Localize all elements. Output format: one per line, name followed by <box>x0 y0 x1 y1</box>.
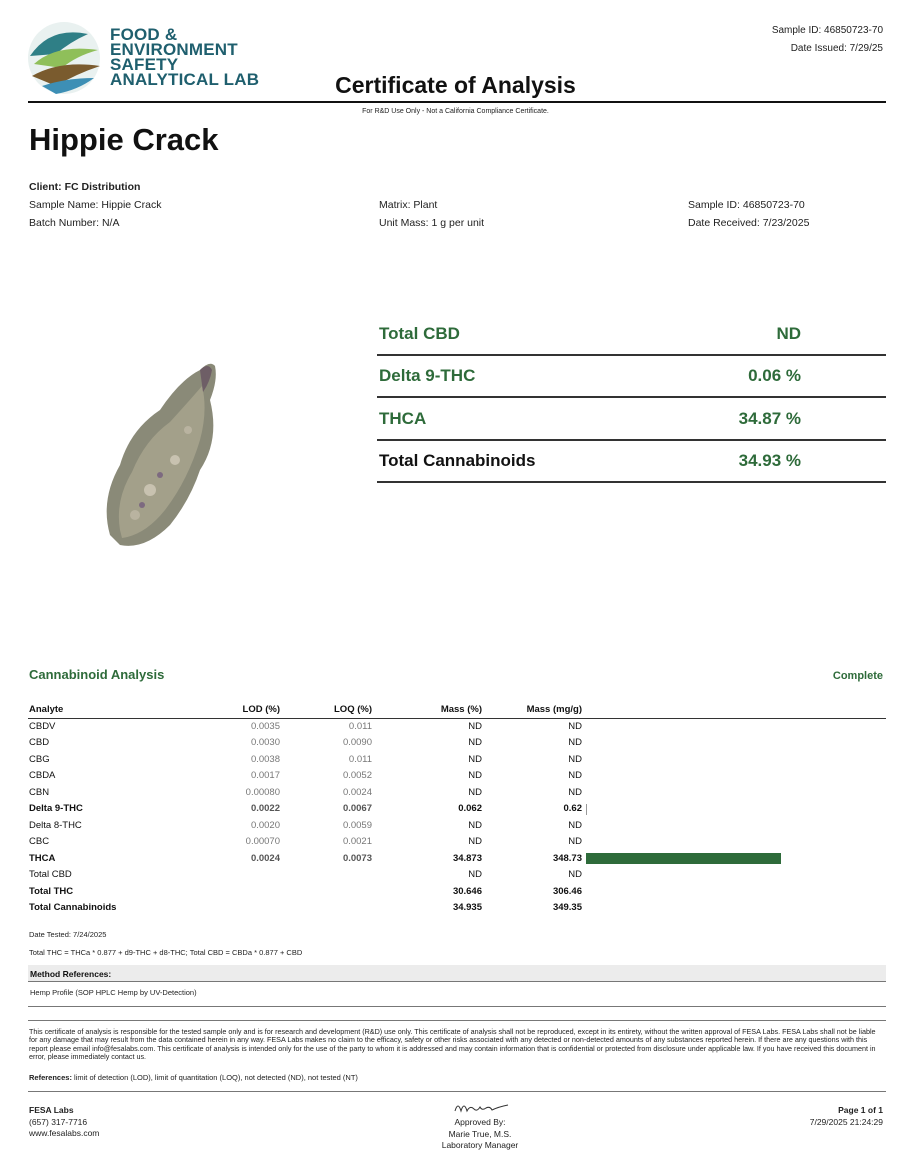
lod-cell: 0.0024 <box>250 852 280 864</box>
mass-pct-cell: ND <box>468 819 482 831</box>
signature-image <box>452 1097 512 1117</box>
mass-mg-cell: ND <box>568 836 582 848</box>
summary-value: ND <box>776 324 801 343</box>
table-row <box>28 867 886 884</box>
summary-label: Total CBD <box>379 324 460 343</box>
loq-cell <box>284 900 376 917</box>
lod-cell <box>202 867 284 884</box>
logo-line: ENVIRONMENT <box>110 40 238 59</box>
column-header: LOQ (%) <box>284 703 376 718</box>
column-header: Mass (%) <box>376 703 486 718</box>
date-received: Date Received: 7/23/2025 <box>688 217 810 229</box>
header-sample-info <box>772 22 883 58</box>
bar-cell <box>586 784 886 801</box>
analyte-cell: Total THC <box>29 885 74 897</box>
analyte-cell: Delta 9-THC <box>29 803 83 815</box>
mass-mg-cell: ND <box>568 819 582 831</box>
date-tested: Date Tested: 7/24/2025 <box>29 930 107 939</box>
analyte-cell: CBN <box>29 786 50 798</box>
column-header-bar <box>586 703 886 718</box>
method-references-heading: Method References: <box>28 965 886 982</box>
summary-row-total-cannabinoids <box>377 441 886 483</box>
loq-cell: 0.0090 <box>342 737 372 749</box>
logo-line: FOOD & <box>110 25 178 44</box>
cannabinoid-table <box>28 703 886 916</box>
summary-label: THCA <box>379 409 427 428</box>
sample-id: Sample ID: 46850723-70 <box>688 199 805 211</box>
analyte-cell: Total CBD <box>29 869 72 881</box>
mass-mg-cell: 0.62 <box>563 803 582 815</box>
table-row <box>28 718 886 735</box>
summary-label: Delta 9-THC <box>379 366 476 385</box>
references-text: limit of detection (LOD), limit of quantitation (LOQ), not detected (ND), not tested (NT) <box>74 1073 358 1082</box>
mass-mg-cell: ND <box>568 869 582 881</box>
method-reference: Hemp Profile (SOP HPLC Hemp by UV-Detection) <box>30 988 197 997</box>
analyte-cell: CBC <box>29 836 50 848</box>
lod-cell: 0.0017 <box>250 770 280 782</box>
footer-divider <box>28 1091 886 1092</box>
bar-cell <box>586 834 886 851</box>
bar-cell <box>586 718 886 735</box>
summary-label: Total Cannabinoids <box>379 451 536 470</box>
logo-line: ANALYTICAL LAB <box>110 70 260 89</box>
table-row <box>28 801 886 818</box>
table-row <box>28 850 886 867</box>
table-row <box>28 900 886 917</box>
mass-mg-cell: ND <box>568 770 582 782</box>
mass-mg-cell: 306.46 <box>552 885 582 897</box>
loq-cell: 0.0021 <box>342 836 372 848</box>
header-date-issued: Date Issued: 7/29/25 <box>790 43 883 54</box>
mass-pct-cell: ND <box>468 836 482 848</box>
matrix: Matrix: Plant <box>379 199 438 211</box>
client-info-col3 <box>688 196 809 232</box>
mass-pct-cell: ND <box>468 786 482 798</box>
analyte-cell: CBDV <box>29 721 56 732</box>
lod-cell: 0.0035 <box>250 721 280 732</box>
table-row <box>28 751 886 768</box>
divider <box>28 1020 886 1021</box>
lod-cell: 0.00080 <box>245 786 280 798</box>
mass-pct-cell: ND <box>468 770 482 782</box>
bar-cell <box>586 801 886 818</box>
approver-name: Marie True, M.S. <box>448 1128 512 1139</box>
approved-by-label: Approved By: <box>454 1117 506 1127</box>
loq-cell: 0.0024 <box>342 786 372 798</box>
mass-pct-cell: 34.935 <box>452 902 482 914</box>
table-row <box>28 817 886 834</box>
mass-mg-cell: ND <box>568 786 582 798</box>
sample-name: Sample Name: Hippie Crack <box>29 199 162 211</box>
product-name: Hippie Crack <box>29 122 219 157</box>
bar-cell <box>586 817 886 834</box>
summary-value: 34.87 % <box>738 409 801 428</box>
bar-cell <box>586 883 886 900</box>
bar-cell <box>586 900 886 917</box>
lod-cell: 0.0030 <box>250 737 280 749</box>
mass-mg-cell: 348.73 <box>552 852 582 864</box>
bar-cell <box>586 850 886 867</box>
mass-pct-cell: ND <box>468 869 482 881</box>
logo-line: SAFETY <box>110 55 179 74</box>
total-formula: Total THC = THCa * 0.877 + d9-THC + d8-THC; Total CBD = CBDa * 0.877 + CBD <box>29 948 303 957</box>
analyte-cell: Total Cannabinoids <box>29 902 117 914</box>
summary-value: 0.06 % <box>748 366 801 385</box>
header-sample-id: Sample ID: 46850723-70 <box>771 25 883 36</box>
bar-cell <box>586 735 886 752</box>
loq-cell: 0.0059 <box>342 819 372 831</box>
loq-cell: 0.011 <box>348 721 372 732</box>
title-divider <box>28 101 886 103</box>
analyte-cell: CBD <box>29 737 50 749</box>
mass-mg-cell: 349.35 <box>552 902 582 914</box>
bar-cell <box>586 867 886 884</box>
bar-cell <box>586 751 886 768</box>
column-header: Analyte <box>28 703 202 718</box>
lod-cell: 0.00070 <box>245 836 280 848</box>
lod-cell <box>202 883 284 900</box>
lod-cell <box>202 900 284 917</box>
table-row <box>28 735 886 752</box>
product-photo <box>60 300 260 600</box>
footer-company <box>29 1105 99 1140</box>
mass-mg-cell: ND <box>568 753 582 765</box>
footer-page-info <box>810 1105 883 1128</box>
references <box>29 1073 358 1082</box>
mass-pct-cell: 0.062 <box>458 803 482 815</box>
page-number: Page 1 of 1 <box>838 1105 883 1115</box>
bar-cell <box>586 768 886 785</box>
analyte-cell: Delta 8-THC <box>29 819 82 831</box>
mass-mg-cell: ND <box>568 737 582 749</box>
summary-row-delta9-thc <box>377 356 886 398</box>
lod-cell: 0.0022 <box>250 803 280 815</box>
mass-pct-cell: 34.873 <box>452 852 482 864</box>
approver-title: Laboratory Manager <box>441 1140 519 1150</box>
client-name: Client: FC Distribution <box>29 181 141 193</box>
loq-cell: 0.011 <box>348 753 372 765</box>
summary-row-thca <box>377 399 886 441</box>
loq-cell: 0.0052 <box>342 770 372 782</box>
lod-cell: 0.0020 <box>250 819 280 831</box>
mass-bar <box>586 804 587 815</box>
summary-row-total-cbd <box>377 314 886 356</box>
mass-pct-cell: ND <box>468 721 482 732</box>
loq-cell <box>284 883 376 900</box>
mass-pct-cell: 30.646 <box>452 885 482 897</box>
mass-pct-cell: ND <box>468 737 482 749</box>
analyte-cell: CBDA <box>29 770 56 782</box>
table-row <box>28 784 886 801</box>
mass-mg-cell: ND <box>568 721 582 732</box>
analyte-cell: CBG <box>29 753 50 765</box>
loq-cell <box>284 867 376 884</box>
analyte-cell: THCA <box>29 852 56 864</box>
legal-disclaimer: This certificate of analysis is responsible for the tested sample only and is for research and development (R&D) use only. This certificate of analysis shall not be reproduced, except in its entirety, without the written approval of FESA Labs. FESA Labs shall not be liable for any damage that may result from the data contained herein in any way. FESA Labs makes no claim to the efficacy, safety or other risks associated with any detected or non-detected amounts of any substances reported herein. If there are any questions with this report please email info@fesalabs.com. This certificate of analysis is intended only for the use of the party to whom it is addressed and may contain information that is confidential or protected from disclosure under applicable law. If you have received this document in error, please immediately contact us. <box>29 1027 876 1061</box>
status-badge: Complete <box>832 670 883 682</box>
company-phone: (657) 317-7716 <box>29 1116 88 1127</box>
footer-approval <box>380 1117 580 1152</box>
table-row <box>28 883 886 900</box>
column-header: LOD (%) <box>202 703 284 718</box>
divider <box>28 1006 886 1007</box>
compliance-disclaimer: For R&D Use Only - Not a California Compliance Certificate. <box>362 108 549 115</box>
cannabinoid-analysis-title: Cannabinoid Analysis <box>29 667 165 682</box>
company-name: FESA Labs <box>29 1105 74 1115</box>
company-website[interactable]: www.fesalabs.com <box>29 1128 100 1138</box>
loq-cell: 0.0067 <box>342 803 372 815</box>
document-title: Certificate of Analysis <box>335 72 576 98</box>
summary-value: 34.93 % <box>738 451 801 470</box>
print-timestamp: 7/29/2025 21:24:29 <box>809 1116 883 1127</box>
batch-number: Batch Number: N/A <box>29 217 120 229</box>
unit-mass: Unit Mass: 1 g per unit <box>379 217 485 229</box>
table-row <box>28 768 886 785</box>
references-label: References: <box>29 1073 72 1082</box>
lod-cell: 0.0038 <box>250 753 280 765</box>
mass-pct-cell: ND <box>468 753 482 765</box>
client-info-col1 <box>29 178 161 232</box>
loq-cell: 0.0073 <box>342 852 372 864</box>
column-header: Mass (mg/g) <box>486 703 586 718</box>
table-header-row <box>28 703 886 718</box>
table-row <box>28 834 886 851</box>
mass-bar <box>586 853 781 864</box>
client-info-col2 <box>379 196 484 232</box>
